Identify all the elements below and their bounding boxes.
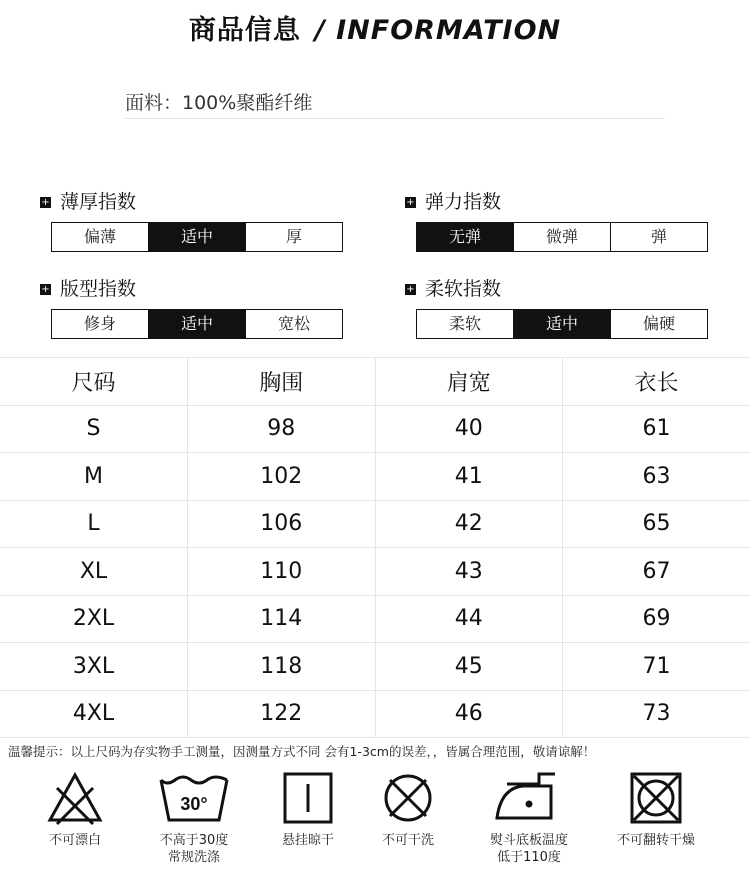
- scale-option-selected: 无弹: [417, 223, 514, 251]
- scale-option: 修身: [52, 310, 149, 338]
- scale-option: 厚: [285, 227, 302, 246]
- table-cell: 45: [375, 643, 563, 691]
- table-cell: 42: [375, 500, 563, 548]
- table-cell: 2XL: [0, 595, 188, 643]
- table-row: [0, 453, 750, 501]
- care-item: [353, 770, 463, 849]
- table-cell: 98: [188, 405, 376, 453]
- care-item: [601, 770, 711, 849]
- fabric-info: 面料：100%聚酯纤维: [125, 88, 665, 119]
- scale-option: 宽松: [277, 314, 310, 333]
- care-item: [253, 770, 363, 849]
- table-cell: 67: [563, 548, 750, 596]
- plus-square-icon: +: [41, 283, 50, 295]
- scale-option: 偏薄: [52, 223, 149, 251]
- care-item: [20, 770, 130, 849]
- index-title: 版型指数: [60, 278, 137, 300]
- care-item: [474, 770, 584, 866]
- care-label: 不可干洗: [381, 833, 434, 848]
- measurement-note: 温馨提示：以上尺码为存实物手工测量，因测量方式不同 会有1-3cm的误差，，皆属合理范围，敬请谅解！: [8, 744, 596, 759]
- index-scale: [416, 222, 708, 252]
- table-cell: 63: [563, 453, 750, 501]
- care-label: 悬挂晾干: [281, 833, 334, 848]
- thickness-index: [38, 190, 338, 246]
- table-row: [0, 500, 750, 548]
- table-row: [0, 595, 750, 643]
- table-cell: L: [0, 500, 188, 548]
- care-label: 不高于30度 常规洗涤: [159, 833, 229, 865]
- column-header: 衣长: [563, 358, 750, 406]
- title-en: / INFORMATION: [314, 15, 562, 46]
- care-label: 不可翻转干燥: [616, 833, 695, 848]
- no-dry-clean-icon: [380, 770, 436, 826]
- scale-option: 柔软: [417, 310, 514, 338]
- table-cell: 43: [375, 548, 563, 596]
- scale-option-selected: 适中: [514, 310, 611, 338]
- table-cell: 61: [563, 405, 750, 453]
- column-header: 尺码: [0, 358, 188, 406]
- table-header-row: [0, 358, 750, 406]
- table-cell: M: [0, 453, 188, 501]
- index-scale: [51, 222, 343, 252]
- table-cell: 118: [188, 643, 376, 691]
- table-cell: 114: [188, 595, 376, 643]
- table-cell: 122: [188, 690, 376, 738]
- table-cell: 40: [375, 405, 563, 453]
- table-cell: 46: [375, 690, 563, 738]
- plus-square-icon: +: [406, 283, 415, 295]
- index-title: 柔软指数: [425, 278, 502, 300]
- scale-option-selected: 适中: [149, 310, 246, 338]
- table-cell: 4XL: [0, 690, 188, 738]
- no-tumble-dry-icon: [626, 770, 686, 826]
- wash-temp: 30°: [180, 794, 208, 814]
- title-cn: 商品信息: [188, 15, 301, 46]
- care-instructions: [0, 770, 750, 880]
- table-cell: 110: [188, 548, 376, 596]
- size-table: [0, 357, 750, 738]
- table-cell: 3XL: [0, 643, 188, 691]
- table-cell: 44: [375, 595, 563, 643]
- line-dry-icon: [280, 770, 336, 826]
- scale-option-selected: 适中: [149, 223, 246, 251]
- care-label: 熨斗底板温度 低于110度: [489, 833, 568, 865]
- index-scale: [51, 309, 343, 339]
- table-cell: S: [0, 405, 188, 453]
- iron-low-icon: [493, 770, 565, 826]
- scale-option: 弹: [650, 227, 667, 246]
- plus-square-icon: +: [41, 196, 50, 208]
- wash-30-icon: [157, 770, 231, 826]
- table-row: [0, 643, 750, 691]
- care-item: [139, 770, 249, 866]
- table-row: [0, 405, 750, 453]
- table-cell: 65: [563, 500, 750, 548]
- index-scale: [416, 309, 708, 339]
- table-row: [0, 690, 750, 738]
- table-row: [0, 548, 750, 596]
- table-cell: 41: [375, 453, 563, 501]
- scale-option: 偏硬: [642, 314, 675, 333]
- table-cell: 106: [188, 500, 376, 548]
- elasticity-index: [403, 190, 703, 246]
- table-cell: 73: [563, 690, 750, 738]
- table-cell: 69: [563, 595, 750, 643]
- table-cell: XL: [0, 548, 188, 596]
- index-title: 弹力指数: [425, 191, 502, 213]
- column-header: 胸围: [188, 358, 376, 406]
- table-cell: 71: [563, 643, 750, 691]
- softness-index: [403, 277, 703, 333]
- table-cell: 102: [188, 453, 376, 501]
- no-bleach-icon: [45, 770, 105, 826]
- index-title: 薄厚指数: [60, 191, 137, 213]
- fit-index: [38, 277, 338, 333]
- plus-square-icon: +: [406, 196, 415, 208]
- page-title: [0, 8, 750, 47]
- care-label: 不可漂白: [48, 833, 101, 848]
- column-header: 肩宽: [375, 358, 563, 406]
- scale-option: 微弹: [514, 223, 611, 251]
